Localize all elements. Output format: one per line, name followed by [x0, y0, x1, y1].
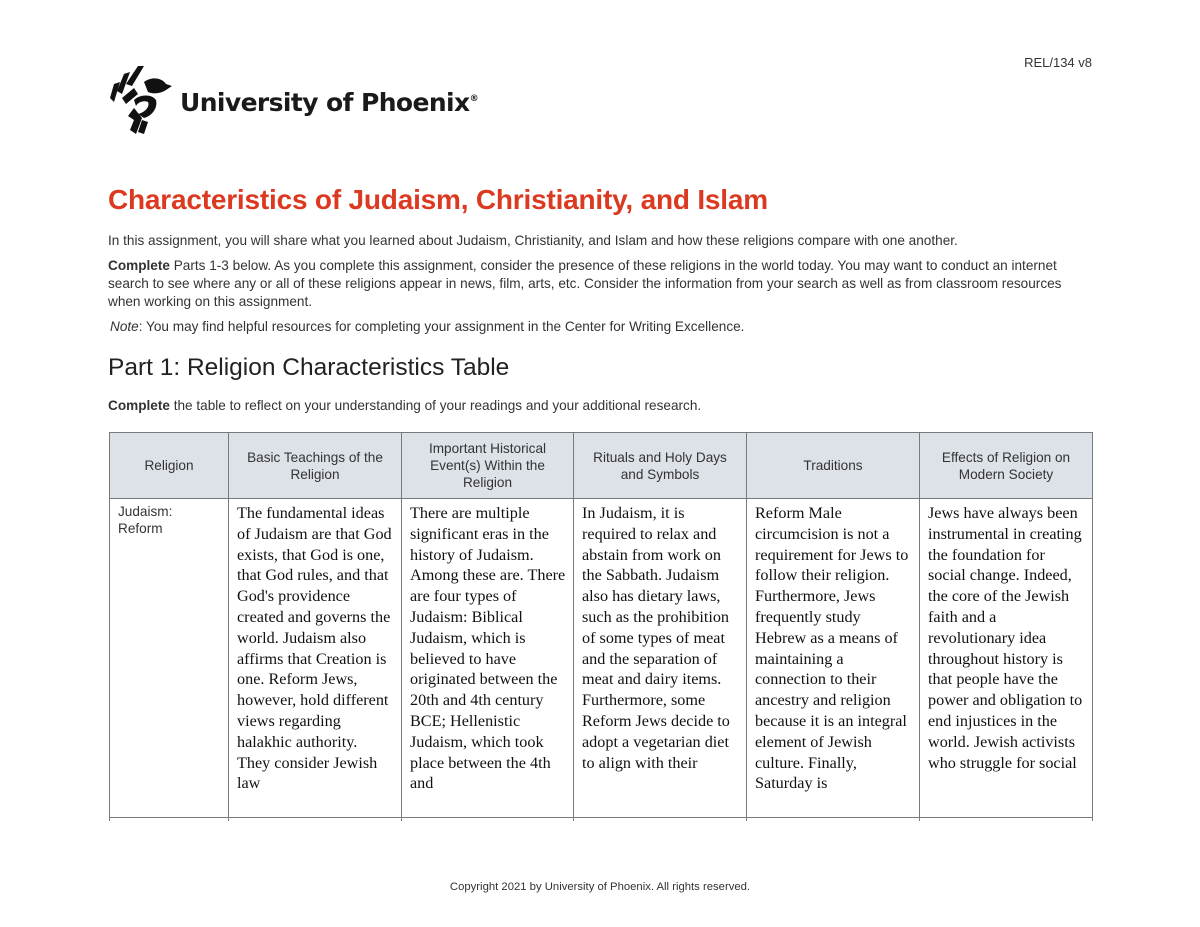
header-modern-effects: Effects of Religion on Modern Society	[920, 433, 1093, 499]
part1-instructions: Complete the table to reflect on your understanding of your readings and your additional research.	[108, 398, 702, 413]
religion-characteristics-table	[109, 432, 1093, 821]
university-logo	[108, 64, 478, 136]
complete-instructions: Complete Parts 1-3 below. As you complete this assignment, consider the presence of these religions in the world today. You may want to conduct an internet search to see where any or all of these religions appear in news, film, arts, etc. Consider the information from your search as well as from classroom resources when working on this assignment.	[108, 258, 1062, 309]
logo-wordmark: University of Phoenix®	[180, 87, 478, 117]
note-label: Note	[110, 319, 139, 334]
header-basic-teachings: Basic Teachings of the Religion	[229, 433, 402, 499]
header-rituals: Rituals and Holy Days and Symbols	[574, 433, 747, 499]
table-page-break-line	[109, 817, 1092, 818]
document-title: Characteristics of Judaism, Christianity, and Islam	[108, 184, 768, 215]
part1-heading: Part 1: Religion Characteristics Table	[108, 354, 510, 381]
cell-effects[interactable]: Jews have always been instrumental in creating the foundation for social change. Indeed, the core of the Jewish faith and a revolutionary idea throughout history is that people have the power and obligation to end injustices in the world. Jewish activists who struggle for social	[920, 499, 1093, 822]
cell-religion[interactable]: Judaism: Reform	[110, 499, 229, 822]
cell-events[interactable]: There are multiple significant eras in the history of Judaism. Among these are. There are four types of Judaism: Biblical Judaism, which is believed to have originated between the 20th and 4th century BCE; Hellenistic Judaism, which took place between the 4th and	[402, 499, 574, 822]
intro-paragraph: In this assignment, you will share what you learned about Judaism, Christianity, and Islam and how these religions compare with one another.	[108, 233, 958, 248]
cell-traditions[interactable]: Reform Male circumcision is not a requirement for Jews to follow their religion. Furthermore, Jews frequently study Hebrew as a means of maintaining a connection to their ancestry and religion because it is an integral element of Jewish culture. Finally, Saturday is	[747, 499, 920, 822]
table-row	[110, 499, 1093, 822]
note-paragraph: Note: You may find helpful resources for completing your assignment in the Center for Writing Excellence.	[110, 319, 745, 334]
document-code: REL/134 v8	[1024, 55, 1092, 70]
copyright-footer: Copyright 2021 by University of Phoenix. All rights reserved.	[449, 881, 751, 893]
table-header-row	[110, 433, 1093, 499]
phoenix-bird-icon	[108, 64, 174, 136]
complete-label: Complete	[108, 258, 170, 273]
header-historical-events: Important Historical Event(s) Within the Religion	[402, 433, 574, 499]
cell-teachings[interactable]: The fundamental ideas of Judaism are that God exists, that God is one, that God rules, and that God's providence created and governs the world. Judaism also affirms that Creation is one. Reform Jews, however, hold different views regarding halakhic authority. They consider Jewish law	[229, 499, 402, 822]
header-traditions: Traditions	[747, 433, 920, 499]
header-religion: Religion	[110, 433, 229, 499]
cell-rituals[interactable]: In Judaism, it is required to relax and abstain from work on the Sabbath. Judaism also has dietary laws, such as the prohibition of some types of meat and the separation of meat and dairy items. Furthermore, some Reform Jews decide to adopt a vegetarian diet to align with their	[574, 499, 747, 822]
